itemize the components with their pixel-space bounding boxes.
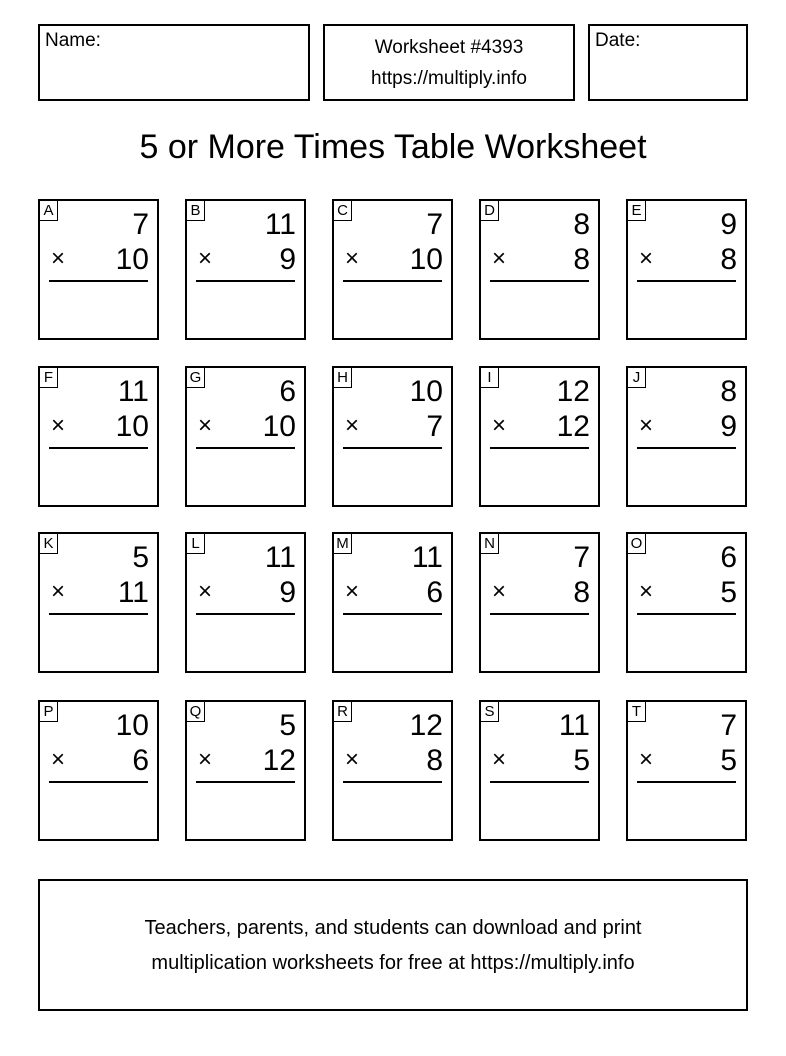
problem-letter: S bbox=[481, 702, 499, 722]
worksheet-number: Worksheet #4393 bbox=[374, 37, 524, 58]
problem-box[interactable] bbox=[185, 366, 306, 507]
times-sign: × bbox=[198, 746, 213, 773]
problem-bottom-number: 5 bbox=[573, 744, 590, 777]
problem-box[interactable] bbox=[332, 199, 453, 340]
footer-box bbox=[38, 879, 748, 1011]
date-field-box[interactable] bbox=[588, 24, 748, 101]
worksheet-url: https://multiply.info bbox=[371, 68, 527, 89]
problem-top-number: 10 bbox=[409, 375, 443, 408]
problem-top-number: 5 bbox=[279, 709, 296, 742]
problem-box[interactable] bbox=[626, 700, 747, 841]
problem-letter: I bbox=[481, 368, 499, 388]
problem-bottom-number: 10 bbox=[262, 410, 296, 443]
problem-top-number: 12 bbox=[409, 709, 443, 742]
problem-top-number: 7 bbox=[426, 208, 443, 241]
problem-box[interactable] bbox=[332, 366, 453, 507]
times-sign: × bbox=[639, 245, 654, 272]
problem-bottom-number: 6 bbox=[132, 744, 149, 777]
problem-bottom-number: 8 bbox=[573, 243, 590, 276]
problem-letter: O bbox=[628, 534, 646, 554]
answer-line bbox=[490, 447, 589, 449]
problem-letter: N bbox=[481, 534, 499, 554]
answer-line bbox=[49, 447, 148, 449]
problem-bottom-number: 12 bbox=[262, 744, 296, 777]
problem-box[interactable] bbox=[185, 532, 306, 673]
problem-letter: E bbox=[628, 201, 646, 221]
problem-bottom-number: 8 bbox=[426, 744, 443, 777]
problem-bottom-number: 5 bbox=[720, 576, 737, 609]
problem-top-number: 6 bbox=[720, 541, 737, 574]
problem-top-number: 5 bbox=[132, 541, 149, 574]
problem-top-number: 6 bbox=[279, 375, 296, 408]
problem-bottom-number: 9 bbox=[720, 410, 737, 443]
worksheet-info-box bbox=[323, 24, 575, 101]
problem-bottom-number: 5 bbox=[720, 744, 737, 777]
answer-line bbox=[196, 613, 295, 615]
times-sign: × bbox=[198, 578, 213, 605]
footer-line-1: Teachers, parents, and students can download and print bbox=[144, 917, 642, 939]
problem-bottom-number: 10 bbox=[409, 243, 443, 276]
answer-line bbox=[343, 280, 442, 282]
problem-bottom-number: 11 bbox=[117, 576, 149, 609]
name-label: Name: bbox=[45, 30, 101, 51]
problem-bottom-number: 6 bbox=[426, 576, 443, 609]
problem-top-number: 11 bbox=[264, 541, 296, 574]
problem-box[interactable] bbox=[38, 366, 159, 507]
problem-letter: M bbox=[334, 534, 352, 554]
problem-box[interactable] bbox=[332, 700, 453, 841]
times-sign: × bbox=[345, 578, 360, 605]
problem-box[interactable] bbox=[38, 532, 159, 673]
problem-top-number: 11 bbox=[264, 208, 296, 241]
times-sign: × bbox=[51, 245, 66, 272]
problem-letter: H bbox=[334, 368, 352, 388]
times-sign: × bbox=[639, 746, 654, 773]
times-sign: × bbox=[345, 746, 360, 773]
problem-box[interactable] bbox=[626, 366, 747, 507]
problem-box[interactable] bbox=[479, 532, 600, 673]
problem-box[interactable] bbox=[479, 199, 600, 340]
problem-letter: A bbox=[40, 201, 58, 221]
times-sign: × bbox=[492, 245, 507, 272]
problem-bottom-number: 10 bbox=[115, 410, 149, 443]
problem-letter: R bbox=[334, 702, 352, 722]
problem-letter: L bbox=[187, 534, 205, 554]
problem-letter: J bbox=[628, 368, 646, 388]
answer-line bbox=[196, 781, 295, 783]
problem-top-number: 11 bbox=[558, 709, 590, 742]
problem-bottom-number: 8 bbox=[720, 243, 737, 276]
times-sign: × bbox=[345, 245, 360, 272]
answer-line bbox=[196, 447, 295, 449]
problem-letter: P bbox=[40, 702, 58, 722]
times-sign: × bbox=[492, 412, 507, 439]
answer-line bbox=[49, 280, 148, 282]
problem-letter: Q bbox=[187, 702, 205, 722]
problem-letter: G bbox=[187, 368, 205, 388]
times-sign: × bbox=[639, 578, 654, 605]
problem-top-number: 7 bbox=[720, 709, 737, 742]
problem-box[interactable] bbox=[479, 700, 600, 841]
problem-letter: D bbox=[481, 201, 499, 221]
problem-top-number: 11 bbox=[411, 541, 443, 574]
problem-top-number: 10 bbox=[115, 709, 149, 742]
problem-bottom-number: 12 bbox=[556, 410, 590, 443]
answer-line bbox=[343, 447, 442, 449]
times-sign: × bbox=[198, 245, 213, 272]
times-sign: × bbox=[492, 746, 507, 773]
problem-box[interactable] bbox=[626, 199, 747, 340]
problem-top-number: 7 bbox=[132, 208, 149, 241]
answer-line bbox=[343, 613, 442, 615]
answer-line bbox=[490, 613, 589, 615]
problem-top-number: 7 bbox=[573, 541, 590, 574]
problem-top-number: 11 bbox=[117, 375, 149, 408]
date-label: Date: bbox=[595, 30, 641, 51]
answer-line bbox=[49, 781, 148, 783]
problem-box[interactable] bbox=[332, 532, 453, 673]
problem-box[interactable] bbox=[185, 700, 306, 841]
answer-line bbox=[637, 613, 736, 615]
answer-line bbox=[490, 781, 589, 783]
page-title: 5 or More Times Table Worksheet bbox=[139, 128, 647, 166]
problem-letter: T bbox=[628, 702, 646, 722]
problem-top-number: 9 bbox=[720, 208, 737, 241]
problem-bottom-number: 7 bbox=[426, 410, 443, 443]
answer-line bbox=[490, 280, 589, 282]
answer-line bbox=[49, 613, 148, 615]
answer-line bbox=[637, 781, 736, 783]
problem-box[interactable] bbox=[38, 199, 159, 340]
problem-letter: F bbox=[40, 368, 58, 388]
times-sign: × bbox=[51, 578, 66, 605]
answer-line bbox=[637, 280, 736, 282]
name-field-box[interactable] bbox=[38, 24, 310, 101]
problem-top-number: 12 bbox=[556, 375, 590, 408]
problem-bottom-number: 8 bbox=[573, 576, 590, 609]
times-sign: × bbox=[345, 412, 360, 439]
problem-top-number: 8 bbox=[573, 208, 590, 241]
problem-box[interactable] bbox=[38, 700, 159, 841]
answer-line bbox=[637, 447, 736, 449]
problem-bottom-number: 9 bbox=[279, 243, 296, 276]
times-sign: × bbox=[51, 412, 66, 439]
problem-letter: B bbox=[187, 201, 205, 221]
problem-box[interactable] bbox=[185, 199, 306, 340]
times-sign: × bbox=[492, 578, 507, 605]
answer-line bbox=[343, 781, 442, 783]
answer-line bbox=[196, 280, 295, 282]
problem-top-number: 8 bbox=[720, 375, 737, 408]
problem-bottom-number: 10 bbox=[115, 243, 149, 276]
problem-box[interactable] bbox=[479, 366, 600, 507]
times-sign: × bbox=[198, 412, 213, 439]
footer-line-2: multiplication worksheets for free at https://multiply.info bbox=[151, 952, 635, 974]
times-sign: × bbox=[51, 746, 66, 773]
problem-bottom-number: 9 bbox=[279, 576, 296, 609]
times-sign: × bbox=[639, 412, 654, 439]
problem-letter: C bbox=[334, 201, 352, 221]
problem-letter: K bbox=[40, 534, 58, 554]
problem-box[interactable] bbox=[626, 532, 747, 673]
